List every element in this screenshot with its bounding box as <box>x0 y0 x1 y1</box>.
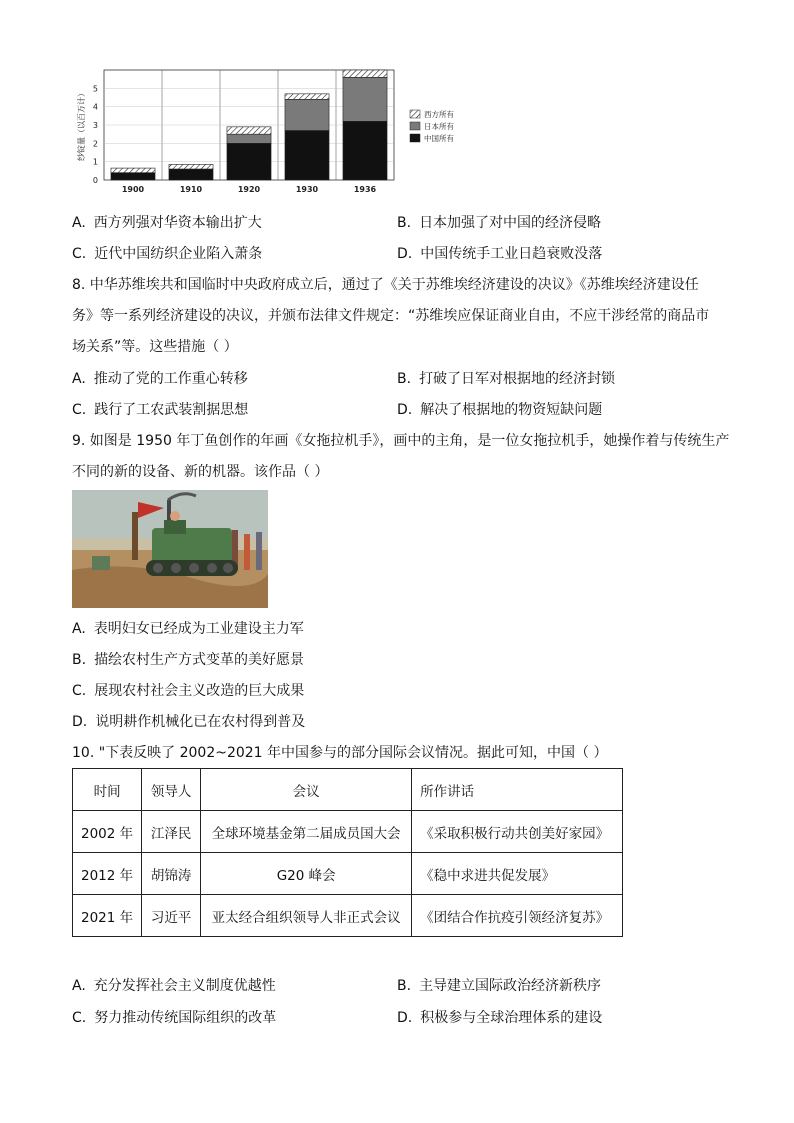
table-row <box>73 811 623 853</box>
chart-legend <box>410 109 454 143</box>
table-cell: 胡锦涛 <box>142 853 201 895</box>
table-cell: 2012 年 <box>73 853 142 895</box>
chart-bar-segment <box>343 121 387 180</box>
table-cell: 《团结合作抗疫引领经济复苏》 <box>412 895 623 937</box>
table-row <box>73 895 623 937</box>
chart-x-tick-label: 1930 <box>295 185 319 194</box>
q9-option-b[interactable]: B. 描绘农村生产方式变革的美好愿景 <box>72 652 305 668</box>
q8-option-d[interactable]: D. 解决了根据地的物资短缺问题 <box>397 402 603 418</box>
chart-bar-segment <box>111 168 155 173</box>
chart-bar-segment <box>169 164 213 169</box>
chart-bar-segment <box>227 127 271 134</box>
q8-option-a[interactable]: A. 推动了党的工作重心转移 <box>72 371 248 387</box>
q10-option-c[interactable]: C. 努力推动传统国际组织的改革 <box>72 1010 277 1026</box>
table-cell: 《稳中求进共促发展》 <box>412 853 623 895</box>
q7-option-b[interactable]: B. 日本加强了对中国的经济侵略 <box>397 215 602 231</box>
table-header-cell: 所作讲话 <box>412 769 623 811</box>
chart-x-tick-label: 1910 <box>179 185 203 194</box>
table-cell: 江泽民 <box>142 811 201 853</box>
q10-option-d[interactable]: D. 积极参与全球治理体系的建设 <box>397 1010 603 1026</box>
chart-bar-segment <box>227 134 271 143</box>
chart-bar-segment <box>169 169 213 180</box>
chart-legend-swatch <box>410 110 420 118</box>
chart-bar-segment <box>343 77 387 121</box>
table-cell: 2021 年 <box>73 895 142 937</box>
q9-stem-line-2: 不同的新的设备、新的机器。该作品（ ） <box>72 464 329 480</box>
chart-x-tick-label: 1936 <box>353 185 377 194</box>
table-cell: 全球环境基金第二届成员国大会 <box>201 811 412 853</box>
chart-x-tick-label: 1900 <box>121 185 145 194</box>
table-header-cell: 会议 <box>201 769 412 811</box>
q9-option-d[interactable]: D. 说明耕作机械化已在农村得到普及 <box>72 714 306 730</box>
q7-option-a[interactable]: A. 西方列强对华资本输出扩大 <box>72 215 262 231</box>
table-header-cell: 时间 <box>73 769 142 811</box>
table-row <box>73 853 623 895</box>
chart-x-ticks <box>122 185 377 194</box>
table-cell: G20 峰会 <box>201 853 412 895</box>
chart-bar-segment <box>343 70 387 77</box>
chart-y-tick-label: 2 <box>92 139 98 149</box>
spindle-chart <box>70 62 480 202</box>
chart-bar-segment <box>285 131 329 181</box>
q7-option-c[interactable]: C. 近代中国纺织企业陷入萧条 <box>72 246 263 262</box>
conference-table <box>72 768 623 937</box>
table-header-row <box>73 769 623 811</box>
q10-option-b[interactable]: B. 主导建立国际政治经济新秩序 <box>397 978 602 994</box>
q9-stem-line-1: 9. 如图是 1950 年丁鱼创作的年画《女拖拉机手》，画中的主角，是一位女拖拉机手，她操作着与传统生产 <box>72 433 730 449</box>
q9-option-a[interactable]: A. 表明妇女已经成为工业建设主力军 <box>72 621 304 637</box>
chart-y-ticks <box>93 84 98 185</box>
q8-stem-line-1: 8. 中华苏维埃共和国临时中央政府成立后，通过了《关于苏维埃经济建设的决议》《苏维埃经济建设任 <box>72 277 699 293</box>
q10-option-a[interactable]: A. 充分发挥社会主义制度优越性 <box>72 978 276 994</box>
chart-bar-segment <box>285 99 329 130</box>
q8-stem-line-3: 场关系”等。这些措施（ ） <box>72 339 238 355</box>
q8-option-c[interactable]: C. 践行了工农武装割据思想 <box>72 402 249 418</box>
q8-option-b[interactable]: B. 打破了日军对根据地的经济封锁 <box>397 371 616 387</box>
q9-option-c[interactable]: C. 展现农村社会主义改造的巨大成果 <box>72 683 305 699</box>
chart-y-tick-label: 3 <box>92 121 98 130</box>
chart-x-tick-label: 1920 <box>237 185 261 194</box>
table-cell: 亚太经合组织领导人非正式会议 <box>201 895 412 937</box>
chart-legend-swatch <box>410 134 420 142</box>
table-cell: 《采取积极行动共创美好家园》 <box>412 811 623 853</box>
chart-y-tick-label: 5 <box>92 84 98 94</box>
table-header-cell: 领导人 <box>142 769 201 811</box>
q8-stem-line-2: 务》等一系列经济建设的决议，并颁布法律文件规定：“苏维埃应保证商业自由，不应干涉经常的商品市 <box>72 308 710 324</box>
chart-y-tick-label: 0 <box>92 176 98 185</box>
chart-bar-segment <box>227 143 271 180</box>
table-cell: 习近平 <box>142 895 201 937</box>
q10-stem: 10. "下表反映了 2002~2021 年中国参与的部分国际会议情况。据此可知，中国（ ） <box>72 745 608 761</box>
chart-y-label: 纱锭量（以百万计） <box>77 89 86 161</box>
q7-option-d[interactable]: D. 中国传统手工业日趋衰败没落 <box>397 246 603 262</box>
chart-legend-swatch <box>410 122 420 130</box>
chart-y-tick-label: 1 <box>92 157 98 167</box>
chart-y-tick-label: 4 <box>92 102 98 112</box>
tractor-painting-image <box>72 490 268 608</box>
chart-bar-segment <box>285 94 329 100</box>
chart-legend-label: 中国所有 <box>424 134 454 143</box>
table-cell: 2002 年 <box>73 811 142 853</box>
chart-bar-segment <box>111 173 155 180</box>
chart-legend-label: 西方所有 <box>424 110 454 119</box>
chart-legend-label: 日本所有 <box>424 122 454 131</box>
